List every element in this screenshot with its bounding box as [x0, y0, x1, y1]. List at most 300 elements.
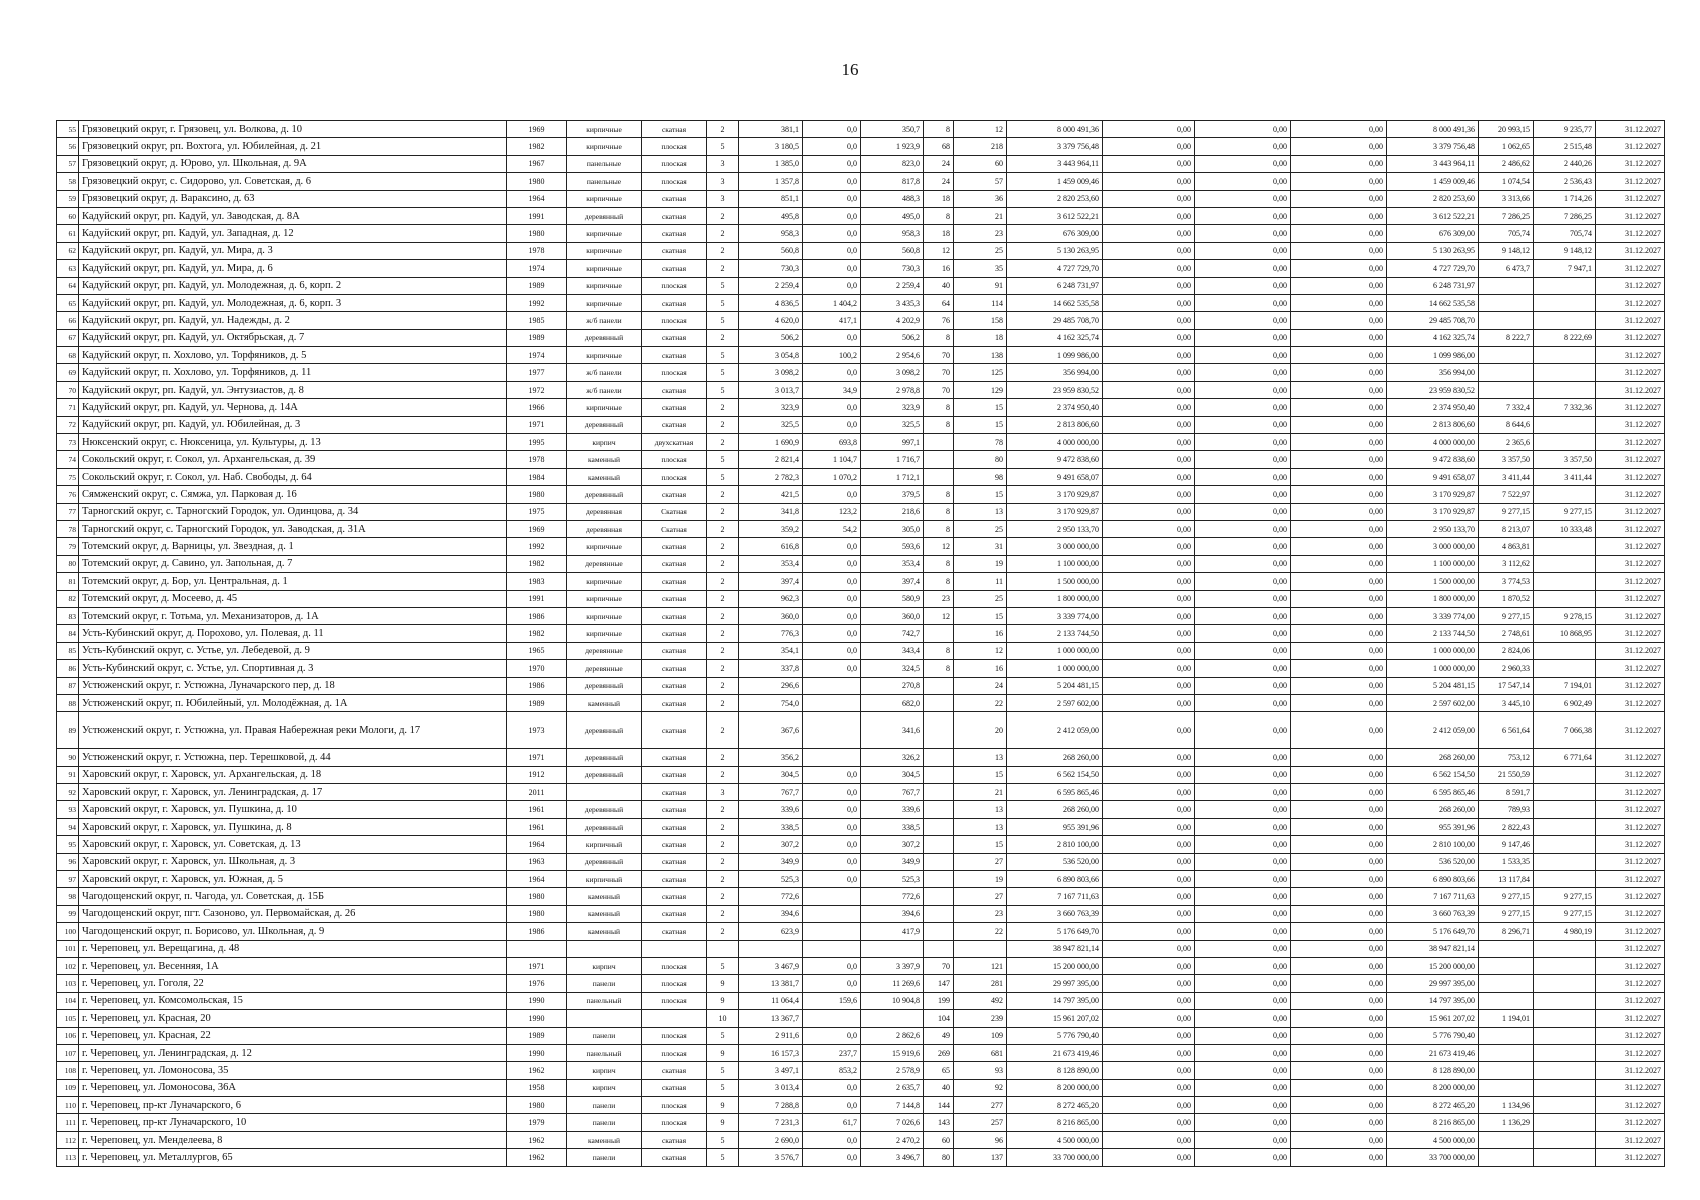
cell-total-cost: 4 000 000,00 — [1007, 434, 1103, 451]
cell-total-cost: 2 374 950,40 — [1007, 399, 1103, 416]
cell-local-funds: 0,00 — [1291, 486, 1387, 503]
page-number: 16 — [841, 60, 859, 79]
cell-year-built: 1986 — [507, 607, 567, 624]
table-row — [57, 190, 1665, 207]
cell-residents: 492 — [954, 992, 1007, 1009]
cell-address: Кадуйский округ, рп. Кадуй, ул. Молодежная, д. 6, корп. 2 — [79, 277, 507, 294]
cell-wall-material: каменный — [567, 468, 642, 485]
cell-residents: 31 — [954, 538, 1007, 555]
cell-nonresidential-area: 0,0 — [803, 766, 861, 783]
cell-federal-funds: 0,00 — [1103, 1149, 1195, 1166]
cell-row-number: 75 — [57, 468, 79, 485]
cell-federal-funds: 0,00 — [1103, 625, 1195, 642]
cell-owner-funds: 356 994,00 — [1387, 364, 1479, 381]
cell-year-built: 1982 — [507, 555, 567, 572]
cell-regional-funds: 0,00 — [1195, 801, 1291, 818]
cell-apartments: 8 — [924, 660, 954, 677]
table-row — [57, 416, 1665, 433]
cell-deadline-date: 31.12.2027 — [1596, 260, 1665, 277]
cell-nonresidential-area — [803, 905, 861, 922]
cell-row-number: 63 — [57, 260, 79, 277]
cell-floors: 5 — [707, 1079, 739, 1096]
cell-owner-funds: 5 776 790,40 — [1387, 1027, 1479, 1044]
cell-residents: 16 — [954, 660, 1007, 677]
table-row — [57, 242, 1665, 259]
cell-address: Грязовецкий округ, с. Сидорово, ул. Советская, д. 6 — [79, 173, 507, 190]
cell-deadline-date: 31.12.2027 — [1596, 1044, 1665, 1061]
cell-total-cost: 15 961 207,02 — [1007, 1010, 1103, 1027]
cell-residential-area: 1 923,9 — [861, 138, 924, 155]
cell-total-cost: 21 673 419,46 — [1007, 1044, 1103, 1061]
cell-deadline-date: 31.12.2027 — [1596, 784, 1665, 801]
cell-federal-funds: 0,00 — [1103, 694, 1195, 711]
cell-roof-type: скатная — [642, 1079, 707, 1096]
cell-row-number: 98 — [57, 888, 79, 905]
cell-wall-material: панели — [567, 1114, 642, 1131]
cell-nonresidential-area: 34,9 — [803, 381, 861, 398]
cell-year-built: 1965 — [507, 642, 567, 659]
cell-federal-funds: 0,00 — [1103, 590, 1195, 607]
cell-regional-funds: 0,00 — [1195, 836, 1291, 853]
cell-row-number: 76 — [57, 486, 79, 503]
table-row — [57, 1027, 1665, 1044]
cell-regional-funds: 0,00 — [1195, 712, 1291, 749]
cell-total-cost: 3 339 774,00 — [1007, 607, 1103, 624]
cell-apartments: 12 — [924, 607, 954, 624]
cell-deadline-date: 31.12.2027 — [1596, 590, 1665, 607]
cell-wall-material — [567, 940, 642, 957]
cell-roof-type: плоская — [642, 277, 707, 294]
cell-row-number: 96 — [57, 853, 79, 870]
cell-cost-per-sqm-1: 4 863,81 — [1479, 538, 1534, 555]
cell-cost-per-sqm-2 — [1534, 364, 1596, 381]
cell-owner-funds: 21 673 419,46 — [1387, 1044, 1479, 1061]
cell-row-number: 100 — [57, 923, 79, 940]
cell-wall-material: деревянный — [567, 818, 642, 835]
cell-federal-funds: 0,00 — [1103, 555, 1195, 572]
cell-row-number: 57 — [57, 155, 79, 172]
cell-local-funds: 0,00 — [1291, 434, 1387, 451]
cell-wall-material: кирпичные — [567, 399, 642, 416]
cell-owner-funds: 1 099 986,00 — [1387, 347, 1479, 364]
cell-wall-material: деревянные — [567, 555, 642, 572]
cell-apartments: 8 — [924, 642, 954, 659]
cell-row-number: 59 — [57, 190, 79, 207]
cell-owner-funds: 1 800 000,00 — [1387, 590, 1479, 607]
cell-deadline-date: 31.12.2027 — [1596, 888, 1665, 905]
cell-year-built: 1989 — [507, 277, 567, 294]
cell-local-funds: 0,00 — [1291, 312, 1387, 329]
cell-local-funds: 0,00 — [1291, 381, 1387, 398]
cell-cost-per-sqm-1 — [1479, 1027, 1534, 1044]
cell-wall-material: кирпичные — [567, 538, 642, 555]
cell-roof-type: плоская — [642, 1027, 707, 1044]
cell-residential-area: 742,7 — [861, 625, 924, 642]
cell-local-funds: 0,00 — [1291, 1079, 1387, 1096]
cell-row-number: 61 — [57, 225, 79, 242]
cell-roof-type: плоская — [642, 138, 707, 155]
cell-address: Тотемский округ, г. Тотьма, ул. Механизаторов, д. 1А — [79, 607, 507, 624]
cell-residents: 125 — [954, 364, 1007, 381]
cell-deadline-date: 31.12.2027 — [1596, 694, 1665, 711]
cell-year-built: 1986 — [507, 677, 567, 694]
cell-owner-funds: 3 339 774,00 — [1387, 607, 1479, 624]
cell-roof-type: двухскатная — [642, 434, 707, 451]
cell-year-built: 1974 — [507, 347, 567, 364]
cell-wall-material: каменный — [567, 451, 642, 468]
cell-year-built: 1961 — [507, 818, 567, 835]
cell-regional-funds: 0,00 — [1195, 1062, 1291, 1079]
cell-regional-funds: 0,00 — [1195, 451, 1291, 468]
table-row — [57, 347, 1665, 364]
cell-roof-type: плоская — [642, 1097, 707, 1114]
cell-total-cost: 2 810 100,00 — [1007, 836, 1103, 853]
cell-row-number: 101 — [57, 940, 79, 957]
cell-wall-material: деревянный — [567, 853, 642, 870]
cell-local-funds: 0,00 — [1291, 121, 1387, 138]
cell-floors: 2 — [707, 923, 739, 940]
table-row — [57, 975, 1665, 992]
cell-row-number: 78 — [57, 520, 79, 537]
cell-nonresidential-area: 0,0 — [803, 1027, 861, 1044]
cell-address: Тотемский округ, д. Савино, ул. Запольная, д. 7 — [79, 555, 507, 572]
cell-cost-per-sqm-2 — [1534, 294, 1596, 311]
cell-federal-funds: 0,00 — [1103, 888, 1195, 905]
cell-total-area: 3 013,7 — [739, 381, 803, 398]
cell-floors: 2 — [707, 625, 739, 642]
cell-cost-per-sqm-1 — [1479, 1044, 1534, 1061]
table-row — [57, 434, 1665, 451]
cell-nonresidential-area: 100,2 — [803, 347, 861, 364]
cell-cost-per-sqm-1: 20 993,15 — [1479, 121, 1534, 138]
cell-total-area: 2 821,4 — [739, 451, 803, 468]
cell-owner-funds: 2 813 806,60 — [1387, 416, 1479, 433]
cell-residential-area: 3 435,3 — [861, 294, 924, 311]
cell-row-number: 89 — [57, 712, 79, 749]
cell-owner-funds: 3 612 522,21 — [1387, 207, 1479, 224]
cell-nonresidential-area: 0,0 — [803, 660, 861, 677]
cell-local-funds: 0,00 — [1291, 329, 1387, 346]
cell-total-cost: 9 491 658,07 — [1007, 468, 1103, 485]
cell-total-cost: 3 379 756,48 — [1007, 138, 1103, 155]
cell-deadline-date: 31.12.2027 — [1596, 818, 1665, 835]
cell-deadline-date: 31.12.2027 — [1596, 242, 1665, 259]
table-row — [57, 451, 1665, 468]
cell-floors: 2 — [707, 590, 739, 607]
table-row — [57, 1149, 1665, 1166]
cell-total-area: 754,0 — [739, 694, 803, 711]
cell-cost-per-sqm-1: 789,93 — [1479, 801, 1534, 818]
cell-residents: 25 — [954, 520, 1007, 537]
cell-wall-material: каменный — [567, 905, 642, 922]
table-row — [57, 957, 1665, 974]
cell-row-number: 71 — [57, 399, 79, 416]
table-row — [57, 625, 1665, 642]
cell-apartments: 8 — [924, 121, 954, 138]
cell-address: Усть-Кубинский округ, д. Порохово, ул. Полевая, д. 11 — [79, 625, 507, 642]
cell-address: г. Череповец, ул. Гоголя, 22 — [79, 975, 507, 992]
cell-local-funds: 0,00 — [1291, 642, 1387, 659]
cell-cost-per-sqm-1: 753,12 — [1479, 749, 1534, 766]
cell-owner-funds: 7 167 711,63 — [1387, 888, 1479, 905]
cell-regional-funds: 0,00 — [1195, 784, 1291, 801]
cell-year-built: 1986 — [507, 923, 567, 940]
cell-address: Устюженский округ, г. Устюжна, Луначарского пер, д. 18 — [79, 677, 507, 694]
cell-total-area: 2 782,3 — [739, 468, 803, 485]
cell-residential-area: 304,5 — [861, 766, 924, 783]
cell-total-area: 3 467,9 — [739, 957, 803, 974]
cell-year-built: 1969 — [507, 520, 567, 537]
cell-deadline-date: 31.12.2027 — [1596, 1097, 1665, 1114]
cell-residential-area — [861, 940, 924, 957]
cell-wall-material: кирпичные — [567, 625, 642, 642]
cell-total-cost: 268 260,00 — [1007, 749, 1103, 766]
cell-nonresidential-area: 0,0 — [803, 399, 861, 416]
cell-total-cost: 6 562 154,50 — [1007, 766, 1103, 783]
cell-total-cost: 4 727 729,70 — [1007, 260, 1103, 277]
cell-row-number: 94 — [57, 818, 79, 835]
cell-total-area: 359,2 — [739, 520, 803, 537]
cell-year-built: 1912 — [507, 766, 567, 783]
cell-total-cost: 2 820 253,60 — [1007, 190, 1103, 207]
cell-apartments: 70 — [924, 957, 954, 974]
cell-nonresidential-area: 0,0 — [803, 190, 861, 207]
cell-row-number: 74 — [57, 451, 79, 468]
cell-cost-per-sqm-2 — [1534, 1097, 1596, 1114]
cell-deadline-date: 31.12.2027 — [1596, 173, 1665, 190]
cell-residents: 36 — [954, 190, 1007, 207]
cell-total-cost: 1 000 000,00 — [1007, 660, 1103, 677]
cell-regional-funds: 0,00 — [1195, 1027, 1291, 1044]
cell-floors: 3 — [707, 155, 739, 172]
cell-cost-per-sqm-2: 6 902,49 — [1534, 694, 1596, 711]
cell-floors: 5 — [707, 347, 739, 364]
cell-apartments — [924, 871, 954, 888]
cell-apartments: 76 — [924, 312, 954, 329]
cell-residents: 80 — [954, 451, 1007, 468]
cell-nonresidential-area: 159,6 — [803, 992, 861, 1009]
cell-residential-area: 3 098,2 — [861, 364, 924, 381]
cell-federal-funds: 0,00 — [1103, 642, 1195, 659]
cell-nonresidential-area — [803, 677, 861, 694]
cell-local-funds: 0,00 — [1291, 694, 1387, 711]
cell-apartments: 24 — [924, 155, 954, 172]
cell-year-built: 1961 — [507, 801, 567, 818]
cell-cost-per-sqm-1: 7 522,97 — [1479, 486, 1534, 503]
cell-cost-per-sqm-1 — [1479, 1062, 1534, 1079]
cell-cost-per-sqm-1 — [1479, 312, 1534, 329]
cell-federal-funds: 0,00 — [1103, 1114, 1195, 1131]
cell-apartments — [924, 694, 954, 711]
cell-address: Кадуйский округ, рп. Кадуй, ул. Октябрьская, д. 7 — [79, 329, 507, 346]
cell-row-number: 113 — [57, 1149, 79, 1166]
cell-wall-material: деревянный — [567, 486, 642, 503]
cell-address: Харовский округ, г. Харовск, ул. Южная, д. 5 — [79, 871, 507, 888]
cell-year-built: 1970 — [507, 660, 567, 677]
table-row — [57, 642, 1665, 659]
cell-wall-material: каменный — [567, 694, 642, 711]
cell-apartments: 8 — [924, 486, 954, 503]
cell-year-built: 1995 — [507, 434, 567, 451]
cell-cost-per-sqm-2 — [1534, 766, 1596, 783]
cell-residents: 257 — [954, 1114, 1007, 1131]
cell-year-built: 1982 — [507, 625, 567, 642]
cell-federal-funds: 0,00 — [1103, 121, 1195, 138]
cell-regional-funds: 0,00 — [1195, 190, 1291, 207]
cell-address: Харовский округ, г. Харовск, ул. Архангельская, д. 18 — [79, 766, 507, 783]
cell-roof-type: скатная — [642, 836, 707, 853]
cell-address: Тотемский округ, д. Бор, ул. Центральная, д. 1 — [79, 573, 507, 590]
cell-total-area: 338,5 — [739, 818, 803, 835]
cell-federal-funds: 0,00 — [1103, 486, 1195, 503]
cell-roof-type: скатная — [642, 677, 707, 694]
cell-year-built: 1989 — [507, 694, 567, 711]
cell-deadline-date: 31.12.2027 — [1596, 138, 1665, 155]
cell-cost-per-sqm-2: 7 194,01 — [1534, 677, 1596, 694]
cell-cost-per-sqm-1: 6 473,7 — [1479, 260, 1534, 277]
cell-federal-funds: 0,00 — [1103, 871, 1195, 888]
cell-total-cost: 8 128 890,00 — [1007, 1062, 1103, 1079]
cell-wall-material: кирпичные — [567, 260, 642, 277]
cell-residential-area: 2 978,8 — [861, 381, 924, 398]
cell-deadline-date: 31.12.2027 — [1596, 905, 1665, 922]
cell-floors — [707, 940, 739, 957]
cell-row-number: 79 — [57, 538, 79, 555]
cell-year-built: 1974 — [507, 260, 567, 277]
cell-cost-per-sqm-1: 3 774,53 — [1479, 573, 1534, 590]
cell-deadline-date: 31.12.2027 — [1596, 468, 1665, 485]
table-row — [57, 399, 1665, 416]
cell-roof-type: Скатная — [642, 503, 707, 520]
cell-apartments: 64 — [924, 294, 954, 311]
cell-deadline-date: 31.12.2027 — [1596, 957, 1665, 974]
cell-deadline-date: 31.12.2027 — [1596, 975, 1665, 992]
cell-year-built: 1972 — [507, 381, 567, 398]
cell-row-number: 109 — [57, 1079, 79, 1096]
cell-owner-funds: 15 961 207,02 — [1387, 1010, 1479, 1027]
cell-wall-material: кирпичные — [567, 573, 642, 590]
cell-cost-per-sqm-1: 1 136,29 — [1479, 1114, 1534, 1131]
cell-apartments: 8 — [924, 520, 954, 537]
cell-floors: 5 — [707, 277, 739, 294]
cell-wall-material: кирпичные — [567, 277, 642, 294]
cell-residents: 681 — [954, 1044, 1007, 1061]
cell-roof-type: скатная — [642, 853, 707, 870]
cell-wall-material: ж/б панели — [567, 312, 642, 329]
cell-cost-per-sqm-2 — [1534, 590, 1596, 607]
cell-deadline-date: 31.12.2027 — [1596, 434, 1665, 451]
cell-residents: 23 — [954, 225, 1007, 242]
cell-floors: 3 — [707, 173, 739, 190]
cell-total-area: 1 385,0 — [739, 155, 803, 172]
cell-local-funds: 0,00 — [1291, 364, 1387, 381]
cell-total-area: 4 836,5 — [739, 294, 803, 311]
cell-residents: 12 — [954, 642, 1007, 659]
cell-total-cost: 38 947 821,14 — [1007, 940, 1103, 957]
cell-floors: 2 — [707, 538, 739, 555]
cell-residential-area: 823,0 — [861, 155, 924, 172]
table-row — [57, 923, 1665, 940]
cell-federal-funds: 0,00 — [1103, 1079, 1195, 1096]
cell-cost-per-sqm-1: 8 644,6 — [1479, 416, 1534, 433]
cell-owner-funds: 8 272 465,20 — [1387, 1097, 1479, 1114]
cell-residents: 16 — [954, 625, 1007, 642]
cell-residential-area: 10 904,8 — [861, 992, 924, 1009]
cell-floors: 2 — [707, 642, 739, 659]
cell-residents: 92 — [954, 1079, 1007, 1096]
cell-total-area: 304,5 — [739, 766, 803, 783]
cell-cost-per-sqm-2: 3 357,50 — [1534, 451, 1596, 468]
cell-residential-area: 2 954,6 — [861, 347, 924, 364]
cell-address: Тотемский округ, д. Мосеево, д. 45 — [79, 590, 507, 607]
cell-roof-type — [642, 1010, 707, 1027]
cell-apartments: 18 — [924, 190, 954, 207]
cell-total-cost: 14 662 535,58 — [1007, 294, 1103, 311]
cell-cost-per-sqm-1: 3 112,62 — [1479, 555, 1534, 572]
cell-local-funds: 0,00 — [1291, 1097, 1387, 1114]
cell-nonresidential-area: 237,7 — [803, 1044, 861, 1061]
cell-apartments — [924, 749, 954, 766]
cell-total-cost: 15 200 000,00 — [1007, 957, 1103, 974]
cell-wall-material — [567, 1010, 642, 1027]
cell-roof-type: скатная — [642, 625, 707, 642]
cell-address: Усть-Кубинский округ, с. Устье, ул. Спортивная д. 3 — [79, 660, 507, 677]
cell-cost-per-sqm-2 — [1534, 434, 1596, 451]
cell-roof-type: скатная — [642, 121, 707, 138]
cell-wall-material: кирпичные — [567, 138, 642, 155]
cell-wall-material: панельные — [567, 155, 642, 172]
cell-row-number: 62 — [57, 242, 79, 259]
cell-local-funds: 0,00 — [1291, 1062, 1387, 1079]
cell-roof-type: скатная — [642, 784, 707, 801]
cell-local-funds: 0,00 — [1291, 801, 1387, 818]
cell-residential-area: 1 712,1 — [861, 468, 924, 485]
cell-owner-funds: 2 374 950,40 — [1387, 399, 1479, 416]
cell-regional-funds: 0,00 — [1195, 503, 1291, 520]
cell-regional-funds: 0,00 — [1195, 312, 1291, 329]
cell-address: Сокольский округ, г. Сокол, ул. Наб. Свободы, д. 64 — [79, 468, 507, 485]
cell-residential-area: 682,0 — [861, 694, 924, 711]
cell-regional-funds: 0,00 — [1195, 242, 1291, 259]
cell-local-funds: 0,00 — [1291, 277, 1387, 294]
cell-residential-area: 307,2 — [861, 836, 924, 853]
cell-cost-per-sqm-1 — [1479, 1131, 1534, 1148]
cell-floors: 2 — [707, 486, 739, 503]
cell-year-built: 1966 — [507, 399, 567, 416]
cell-federal-funds: 0,00 — [1103, 1044, 1195, 1061]
cell-nonresidential-area: 0,0 — [803, 1079, 861, 1096]
cell-cost-per-sqm-2 — [1534, 277, 1596, 294]
cell-wall-material: панели — [567, 1027, 642, 1044]
cell-residents: 27 — [954, 888, 1007, 905]
cell-federal-funds: 0,00 — [1103, 1131, 1195, 1148]
cell-total-cost: 2 950 133,70 — [1007, 520, 1103, 537]
cell-address: Кадуйский округ, рп. Кадуй, ул. Надежды, д. 2 — [79, 312, 507, 329]
cell-regional-funds: 0,00 — [1195, 573, 1291, 590]
cell-floors: 2 — [707, 225, 739, 242]
cell-regional-funds: 0,00 — [1195, 818, 1291, 835]
cell-regional-funds: 0,00 — [1195, 1079, 1291, 1096]
cell-roof-type: плоская — [642, 957, 707, 974]
cell-total-area: 341,8 — [739, 503, 803, 520]
cell-regional-funds: 0,00 — [1195, 923, 1291, 940]
cell-cost-per-sqm-2 — [1534, 818, 1596, 835]
cell-residents: 13 — [954, 801, 1007, 818]
cell-residential-area: 730,3 — [861, 260, 924, 277]
table-row — [57, 871, 1665, 888]
cell-owner-funds: 3 379 756,48 — [1387, 138, 1479, 155]
table-row — [57, 905, 1665, 922]
